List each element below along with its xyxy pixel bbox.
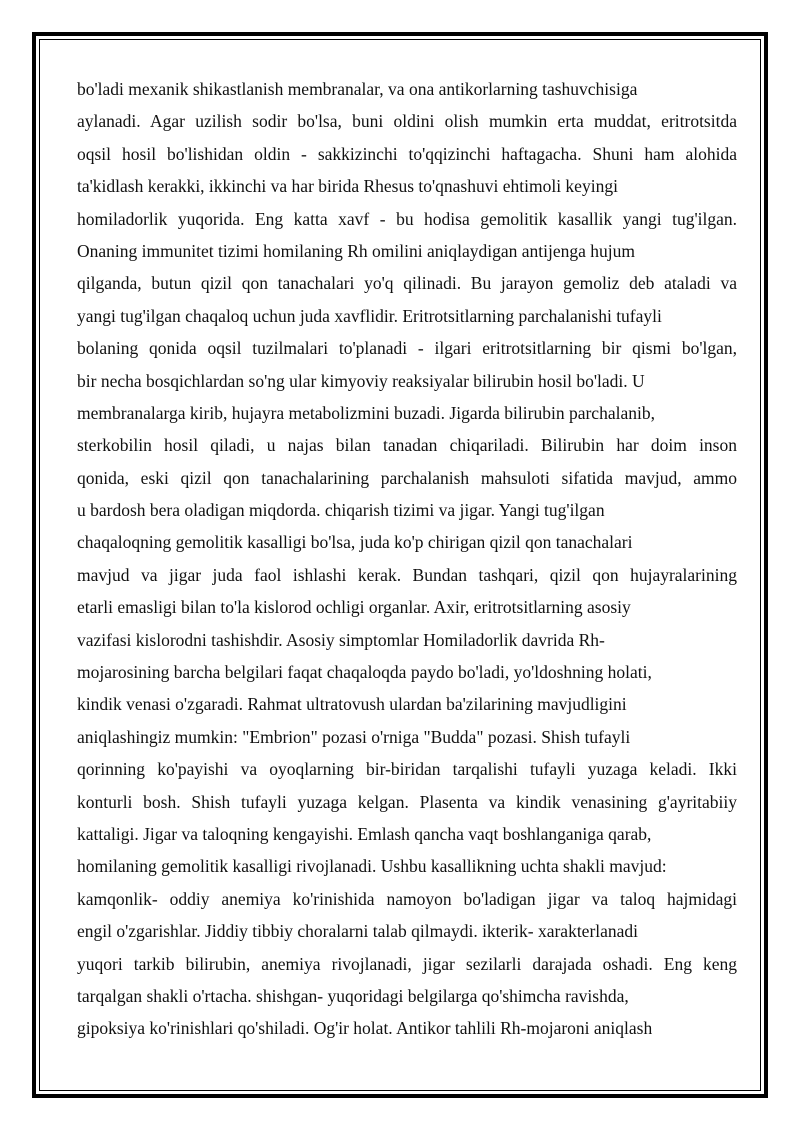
text-line: bo'ladi mexanik shikastlanish membranalar, va ona antikorlarning tashuvchisiga	[77, 79, 638, 99]
text-line: mojarosining barcha belgilari faqat chaqaloqda paydo bo'ladi, yo'ldoshning holati,	[77, 662, 652, 683]
text-line: vazifasi kislorodni tashishdir. Asosiy simptomlar Homiladorlik davrida Rh-	[77, 629, 605, 650]
text-line: oqsil hosil bo'lishidan oldin - sakkizinchi to'qqizinchi haftagacha. Shuni ham alohida	[77, 143, 737, 164]
text-line: aylanadi. Agar uzilish sodir bo'lsa, buni oldini olish mumkin erta muddat, eritrotsitda	[77, 111, 737, 132]
text-line: yuqori tarkib bilirubin, anemiya rivojlanadi, jigar sezilarli darajada oshadi. Eng keng	[77, 953, 737, 974]
text-line: gipoksiya ko'rinishlari qo'shiladi. Og'ir holat. Antikor tahlili Rh-mojaroni aniqlash	[77, 1018, 653, 1039]
text-line: kamqonlik- oddiy anemiya ko'rinishida namoyon bo'ladigan jigar va taloq hajmidagi	[77, 888, 737, 909]
text-line: ta'kidlash kerakki, ikkinchi va har birida Rhesus to'qnashuvi ehtimoli keyingi	[77, 176, 618, 197]
text-line: sterkobilin hosil qiladi, u najas bilan tanadan chiqariladi. Bilirubin har doim inson	[77, 435, 737, 456]
text-line: homiladorlik yuqorida. Eng katta xavf - bu hodisa gemolitik kasallik yangi tug'ilgan.	[77, 208, 737, 229]
text-line: bolaning qonida oqsil tuzilmalari to'planadi - ilgari eritrotsitlarning bir qismi bo'lgan,	[77, 338, 737, 359]
text-line: etarli emasligi bilan to'la kislorod ochligi organlar. Axir, eritrotsitlarning asosiy	[77, 597, 631, 618]
text-line: u bardosh bera oladigan miqdorda. chiqarish tizimi va jigar. Yangi tug'ilgan	[77, 500, 605, 521]
text-line: aniqlashingiz mumkin: "Embrion" pozasi o'rniga "Budda" pozasi. Shish tufayli	[77, 726, 631, 747]
text-line: yangi tug'ilgan chaqaloq uchun juda xavflidir. Eritrotsitlarning parchalanishi tufayli	[77, 305, 662, 326]
text-line: kattaligi. Jigar va taloqning kengayishi. Emlash qancha vaqt boshlanganiga qarab,	[77, 823, 652, 844]
text-line: homilaning gemolitik kasalligi rivojlanadi. Ushbu kasallikning uchta shakli mavjud:	[77, 856, 667, 877]
text-line: membranalarga kirib, hujayra metabolizmini buzadi. Jigarda bilirubin parchalanib,	[77, 402, 655, 423]
text-line: mavjud va jigar juda faol ishlashi kerak. Bundan tashqari, qizil qon hujayralarining	[77, 564, 737, 585]
document-body	[77, 73, 737, 1045]
text-line: tarqalgan shakli o'rtacha. shishgan- yuqoridagi belgilarga qo'shimcha ravishda,	[77, 985, 629, 1006]
text-line: chaqaloqning gemolitik kasalligi bo'lsa, juda ko'p chirigan qizil qon tanachalari	[77, 532, 633, 553]
text-line: Onaning immunitet tizimi homilaning Rh omilini aniqlaydigan antijenga hujum	[77, 240, 635, 261]
text-line: qonida, eski qizil qon tanachalarining parchalanish mahsuloti sifatida mavjud, ammo	[77, 467, 737, 488]
text-line: qilganda, butun qizil qon tanachalari yo'q qilinadi. Bu jarayon gemoliz deb ataladi va	[77, 273, 737, 294]
text-line: qorinning ko'payishi va oyoqlarning bir-biridan tarqalishi tufayli yuzaga keladi. Ikki	[77, 759, 737, 780]
text-line: kindik venasi o'zgaradi. Rahmat ultratovush ulardan ba'zilarining mavjudligini	[77, 694, 627, 715]
text-line: bir necha bosqichlardan so'ng ular kimyoviy reaksiyalar bilirubin hosil bo'ladi. U	[77, 370, 645, 391]
text-line: engil o'zgarishlar. Jiddiy tibbiy choralarni talab qilmaydi. ikterik- xarakterlanadi	[77, 921, 639, 942]
text-line: konturli bosh. Shish tufayli yuzaga kelgan. Plasenta va kindik venasining g'ayritabiiy	[77, 791, 737, 812]
